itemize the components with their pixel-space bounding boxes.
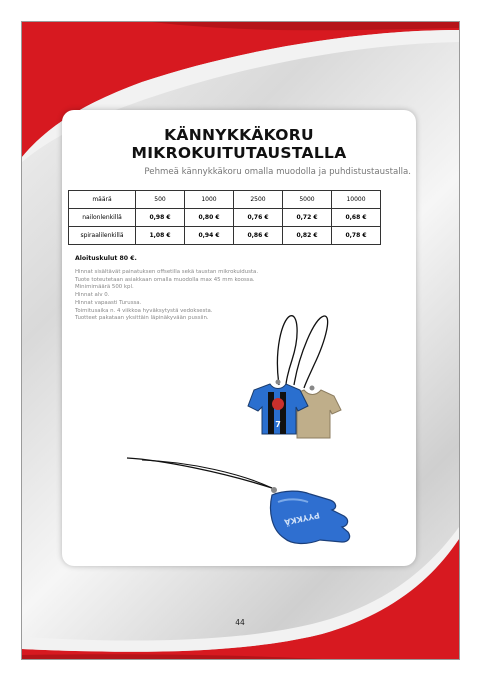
content-card xyxy=(62,110,416,566)
price-cell: 0,98 € xyxy=(136,209,185,227)
jersey-number: 7 xyxy=(275,420,281,429)
price-cell: 0,76 € xyxy=(234,209,283,227)
info-line: Hinnat alv 0. xyxy=(75,292,110,299)
table-header-cell: määrä xyxy=(69,191,136,209)
hand-charm-text: PYYKKÄ xyxy=(283,510,321,527)
page-title: KÄNNYKKÄKORU MIKROKUITUTAUSTALLA xyxy=(131,126,347,162)
price-cell: 0,86 € xyxy=(234,227,283,245)
price-table xyxy=(68,190,381,245)
table-row xyxy=(69,227,381,245)
table-row xyxy=(69,209,381,227)
hand-charm-image xyxy=(122,450,362,560)
price-cell: 0,72 € xyxy=(283,209,332,227)
table-header-cell: 2500 xyxy=(234,191,283,209)
price-cell: 0,94 € xyxy=(185,227,234,245)
table-header-cell: 5000 xyxy=(283,191,332,209)
page-number: 44 xyxy=(235,618,245,627)
jersey-charms-image xyxy=(224,310,354,440)
info-line: Hinnat sisältävät painatuksen offsetilla sekä taustan mikrokuidusta. xyxy=(75,269,259,275)
info-line: Minimimäärä 500 kpl. xyxy=(75,284,134,291)
table-header-cell: 500 xyxy=(136,191,185,209)
info-line: Hinnat vapaasti Turussa. xyxy=(75,299,142,306)
row-label: nailonlenkillä xyxy=(69,209,136,227)
table-header-cell: 1000 xyxy=(185,191,234,209)
info-line: Toimitusaika n. 4 viikkoa hyväksytystä vedoksesta. xyxy=(75,307,213,314)
info-line: Tuote toteutetaan asiakkaan omalla muodolla max 45 mm koossa. xyxy=(75,276,255,283)
price-cell: 0,68 € xyxy=(332,209,381,227)
price-cell: 0,82 € xyxy=(283,227,332,245)
table-header-row xyxy=(69,191,381,209)
info-line: Tuotteet pakataan yksittäin läpinäkyvään pussiin. xyxy=(75,315,209,322)
row-label: spiraalilenkillä xyxy=(69,227,136,245)
start-cost: Aloituskulut 80 €. xyxy=(75,255,137,262)
blue-hand-charm xyxy=(271,491,350,543)
page-subtitle: Pehmeä kännykkäkoru omalla muodolla ja puhdistustaustalla. xyxy=(144,167,411,177)
price-cell: 0,78 € xyxy=(332,227,381,245)
price-cell: 1,08 € xyxy=(136,227,185,245)
price-cell: 0,80 € xyxy=(185,209,234,227)
table-header-cell: 10000 xyxy=(332,191,381,209)
